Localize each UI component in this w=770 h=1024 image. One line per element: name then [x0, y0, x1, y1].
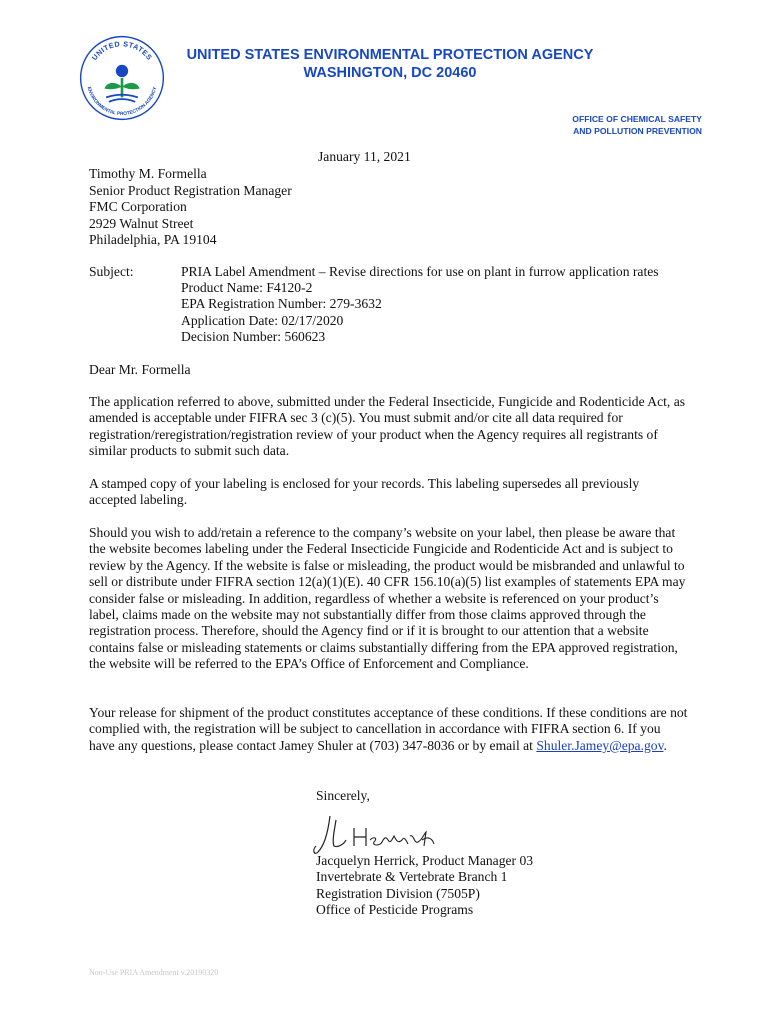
signature-block [316, 853, 533, 919]
recipient-company: FMC Corporation [89, 199, 187, 214]
recipient-name: Timothy M. Formella [89, 166, 207, 181]
subject-label: Subject: [89, 264, 134, 279]
paragraph-1: The application referred to above, submitted under the Federal Insecticide, Fungicide and Rodenticide Act, as amended is acceptable under FIFRA sec 3 (c)(5). You must submit and/or cite all data required for registration/reregistration/registration review of your product when the Agency requires all registrants of similar products to submit such data. [89, 394, 686, 459]
epa-seal-icon [78, 34, 166, 122]
office-name [572, 113, 702, 137]
contact-email-link[interactable]: Shuler.Jamey@epa.gov [536, 737, 664, 753]
agency-city: WASHINGTON, DC 20460 [303, 65, 477, 81]
signer-name: Jacquelyn Herrick, Product Manager 03 [316, 853, 534, 868]
paragraph-2: A stamped copy of your labeling is enclosed for your records. This labeling supersedes all previously accepted labeling. [89, 476, 640, 508]
office-line-1: OFFICE OF CHEMICAL SAFETY [572, 114, 702, 124]
paragraph-4-text: Your release for shipment of the product constitutes acceptance of these conditions. If these conditions are not complied with, the registration will be subject to cancellation in accordance with FIFRA section 6. If you have any questions, please contact Jamey Shuler at (703) 347-8036 or by email at [89, 705, 688, 753]
office-line-2: AND POLLUTION PREVENTION [573, 126, 702, 136]
registration-number: EPA Registration Number: 279-3632 [181, 296, 382, 312]
subject-line: PRIA Label Amendment – Revise directions for use on plant in furrow application rates [181, 264, 659, 279]
paragraph-3: Should you wish to add/retain a reference to the company’s website on your label, then please be aware that the website becomes labeling under the Federal Insecticide Fungicide and Rodenticide Act and is subject to review by the Agency. If the website is false or misleading, the product would be misbranded and unlawful to sell or distribute under FIFRA section 12(a)(1)(E). 40 CFR 156.10(a)(5) list examples of statements EPA may consider false or misleading. In addition, regardless of whether a website is referenced on your product’s label, claims made on the website may not substantially differ from those claims approved through the registration process. Therefore, should the Agency find or if it is brought to our attention that a website contains false or misleading statements or claims substantially differing from the EPA approved registration, the website will be referred to the EPA’s Office of Enforcement and Compliance. [89, 525, 686, 672]
paragraph-4 [89, 705, 689, 754]
seal-text-bottom: ENVIRONMENTAL PROTECTION AGENCY [85, 86, 159, 117]
recipient-street: 2929 Walnut Street [89, 215, 194, 231]
product-name: Product Name: F4120-2 [181, 280, 313, 296]
agency-name: UNITED STATES ENVIRONMENTAL PROTECTION AGENCY [186, 47, 594, 63]
recipient-address [89, 166, 292, 249]
decision-number: Decision Number: 560623 [181, 328, 326, 344]
recipient-city: Philadelphia, PA 19104 [89, 232, 217, 247]
email-period: . [663, 737, 667, 753]
agency-heading [170, 46, 610, 82]
closing: Sincerely, [316, 788, 370, 803]
signer-division: Registration Division (7505P) [316, 885, 480, 901]
seal-text-top: UNITED STATES [89, 39, 155, 62]
salutation: Dear Mr. Formella [89, 362, 191, 377]
signer-branch: Invertebrate & Vertebrate Branch 1 [316, 869, 508, 885]
letter-date: January 11, 2021 [318, 149, 411, 164]
signer-office: Office of Pesticide Programs [316, 902, 474, 918]
application-date: Application Date: 02/17/2020 [181, 312, 344, 328]
recipient-title: Senior Product Registration Manager [89, 182, 292, 198]
form-footer: Non-Use PRIA Amendment v.20190320 [89, 968, 219, 977]
subject-block [181, 264, 701, 345]
